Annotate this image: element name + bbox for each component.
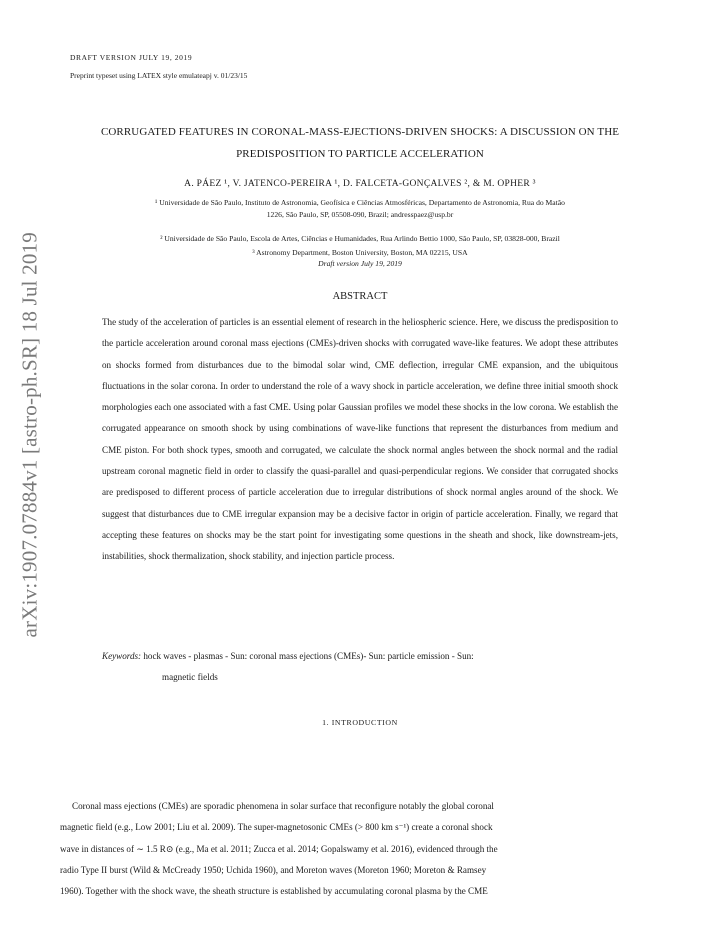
intro-line: Coronal mass ejections (CMEs) are sporadic phenomena in solar surface that reconfigure notably the global coronal	[72, 801, 494, 811]
affiliation-1-line-1: ¹ Universidade de São Paulo, Instituto de Astronomia, Geofísica e Ciências Atmosféricas, Departamento de Astronomia, Rua do Matão	[155, 198, 565, 207]
keywords-block	[102, 646, 618, 688]
affiliation-2: ² Universidade de São Paulo, Escola de Artes, Ciências e Humanidades, Rua Arlindo Bettio 1000, São Paulo, SP, 03828-000, Brazil	[160, 234, 560, 243]
introduction-text	[60, 796, 660, 902]
preprint-note: Preprint typeset using LATEX style emulateapj v. 01/23/15	[70, 71, 248, 80]
section-heading-introduction: 1. INTRODUCTION	[322, 718, 398, 727]
draft-version-line: DRAFT VERSION JULY 19, 2019	[70, 53, 193, 62]
abstract-heading: ABSTRACT	[332, 291, 388, 302]
arxiv-identifier[interactable]: arXiv:1907.07884v1 [astro-ph.SR] 18 Jul 2019	[17, 232, 42, 638]
abstract-text: The study of the acceleration of particles is an essential element of research in the heliospheric science. Here, we discuss the predisposition to the particle acceleration around coronal mass ejections (CMEs)-driven shocks with corrugated wave-like features. We adopt these attributes on shocks formed from disturbances due to the bimodal solar wind, CME deflection, irregular CME expansion, and the ubiquitous fluctuations in the solar corona. In order to understand the role of a wavy shock in particle acceleration, we define three initial smooth shock morphologies each one associated with a fast CME. Using polar Gaussian profiles we model these shocks in the low corona. We establish the corrugated appearance on smooth shock by using combinations of wave-like functions that represent the disturbances from medium and CME piston. For both shock types, smooth and corrugated, we calculate the shock normal angles between the shock normal and the radial upstream coronal magnetic field in order to classify the quasi-parallel and quasi-perpendicular regions. We consider that corrugated shocks are predisposed to different process of particle acceleration due to irregular distributions of shock normal angles around of the shock. We suggest that disturbances due to CME irregular expansion may be a decisive factor in origin of particle acceleration. Finally, we regard that accepting these features on shocks may be the start point for investigating some questions in the sheath and shock, like downstream-jets, instabilities, shock thermalization, shock stability, and injection particle process.	[102, 317, 618, 562]
intro-line: 1960). Together with the shock wave, the sheath structure is established by accumulating coronal plasma by the CME	[60, 886, 488, 897]
affiliation-3: ³ Astronomy Department, Boston University, Boston, MA 02215, USA	[252, 248, 468, 257]
draft-date: Draft version July 19, 2019	[318, 259, 402, 268]
paper-title-line-1: CORRUGATED FEATURES IN CORONAL-MASS-EJECTIONS-DRIVEN SHOCKS: A DISCUSSION ON THE	[100, 126, 620, 138]
intro-line: wave in distances of ∼ 1.5 R⊙ (e.g., Ma et al. 2011; Zucca et al. 2014; Gopalswamy et al. 2016), evidenced through the	[60, 843, 498, 854]
keywords-line-1: hock waves - plasmas - Sun: coronal mass ejections (CMEs)- Sun: particle emission - Sun:	[141, 651, 474, 661]
affiliation-1-line-2: 1226, São Paulo, SP, 05508-090, Brazil; andresspaez@usp.br	[266, 210, 454, 219]
affiliation-1	[60, 197, 660, 221]
intro-line: radio Type II burst (Wild & McCready 1950; Uchida 1960), and Moreton waves (Moreton 1960; Moreton & Ramsey	[60, 864, 487, 875]
paper-title-line-2: PREDISPOSITION TO PARTICLE ACCELERATION	[236, 148, 484, 160]
keywords-label: Keywords:	[102, 651, 142, 661]
author-list: A. PÁEZ ¹, V. JATENCO-PEREIRA ¹, D. FALCETA-GONÇALVES ², & M. OPHER ³	[184, 179, 536, 189]
keywords-line-2: magnetic fields	[162, 672, 218, 682]
intro-line: magnetic field (e.g., Low 2001; Liu et al. 2009). The super-magnetosonic CMEs (> 800 km s⁻¹) create a coronal shock	[60, 822, 493, 833]
